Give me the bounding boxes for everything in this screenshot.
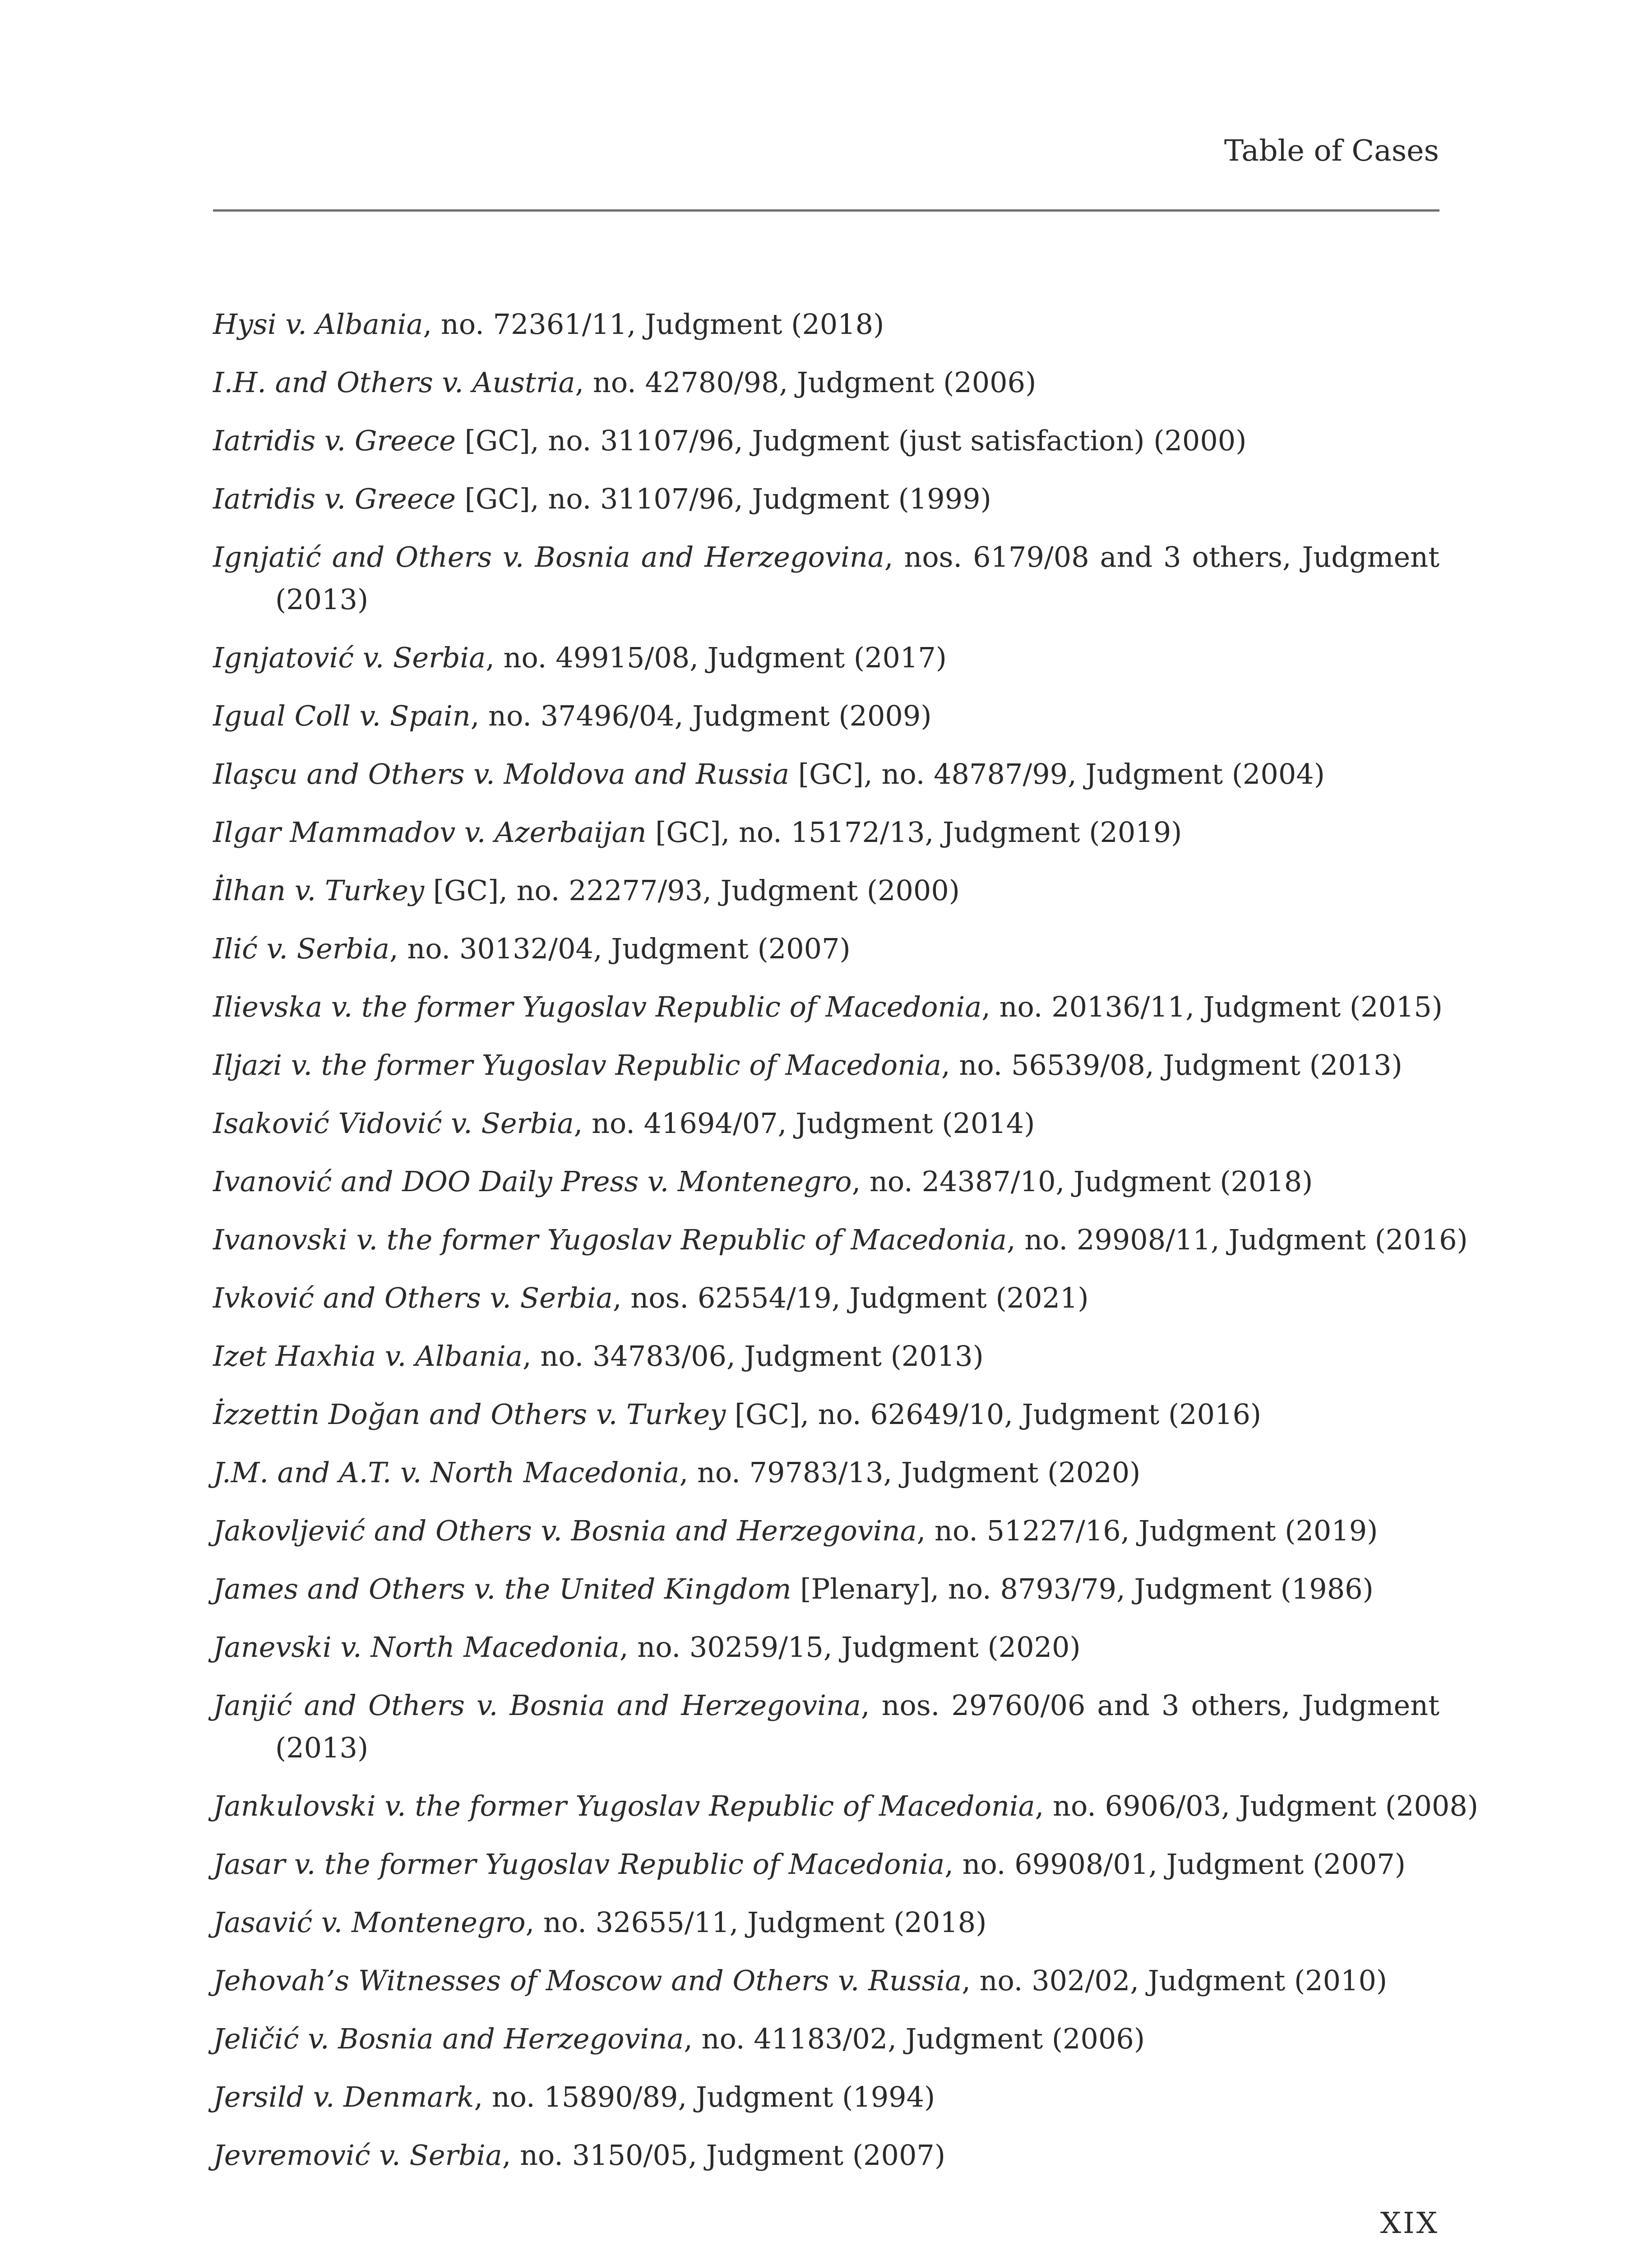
case-name: Janevski v. North Macedonia bbox=[213, 1631, 620, 1664]
case-name: İzzettin Doğan and Others v. Turkey bbox=[213, 1398, 726, 1431]
case-details: , nos. 6179/08 and 3 others, Judgment (2013) bbox=[275, 541, 1439, 616]
case-name: Ilaşcu and Others v. Moldova and Russia bbox=[213, 758, 790, 791]
case-entry bbox=[213, 695, 1439, 737]
case-name: Jevremović v. Serbia bbox=[213, 2139, 502, 2172]
case-entry bbox=[213, 1960, 1439, 2002]
case-entry bbox=[213, 2018, 1439, 2060]
case-name: İlhan v. Turkey bbox=[213, 874, 425, 907]
case-details: , no. 42780/98, Judgment (2006) bbox=[575, 366, 1037, 399]
case-entry bbox=[213, 1393, 1439, 1436]
running-head-title: Table of Cases bbox=[1224, 134, 1439, 168]
case-name: James and Others v. the United Kingdom bbox=[213, 1572, 791, 1605]
case-entry bbox=[213, 536, 1439, 621]
case-details: , no. 41183/02, Judgment (2006) bbox=[684, 2022, 1145, 2055]
case-details: , no. 32655/11, Judgment (2018) bbox=[525, 1906, 987, 1939]
case-entry bbox=[213, 420, 1439, 462]
case-name: Isaković Vidović v. Serbia bbox=[213, 1107, 574, 1140]
case-details: , no. 302/02, Judgment (2010) bbox=[962, 1964, 1388, 1997]
case-name: Ignjatić and Others v. Bosnia and Herzegovina bbox=[213, 541, 884, 573]
case-name: Iatridis v. Greece bbox=[213, 482, 456, 515]
case-entry bbox=[213, 1684, 1439, 1769]
header-divider bbox=[213, 209, 1439, 212]
case-entry bbox=[213, 1843, 1439, 1886]
case-name: Ilgar Mammadov v. Azerbaijan bbox=[213, 816, 647, 849]
case-entry bbox=[213, 753, 1439, 795]
case-details: , no. 79783/13, Judgment (2020) bbox=[679, 1456, 1141, 1489]
case-entry bbox=[213, 1160, 1439, 1203]
case-details: [GC], no. 31107/96, Judgment (just satisfaction) (2000) bbox=[455, 424, 1247, 457]
case-entry bbox=[213, 637, 1439, 679]
case-entry bbox=[213, 361, 1439, 404]
case-name: Jakovljević and Others v. Bosnia and Herzegovina bbox=[213, 1514, 917, 1547]
page-number: XIX bbox=[1380, 2206, 1439, 2240]
case-details: , no. 34783/06, Judgment (2013) bbox=[522, 1340, 984, 1373]
case-name: Ilievska v. the former Yugoslav Republic of Macedonia bbox=[213, 990, 982, 1023]
case-details: [GC], no. 48787/99, Judgment (2004) bbox=[789, 758, 1325, 791]
case-name: Ignjatović v. Serbia bbox=[213, 641, 486, 674]
case-entry bbox=[213, 1102, 1439, 1145]
case-name: Ivanović and DOO Daily Press v. Montenegro bbox=[213, 1165, 852, 1198]
case-name: J.M. and A.T. v. North Macedonia bbox=[213, 1456, 680, 1489]
case-details: , no. 37496/04, Judgment (2009) bbox=[470, 699, 932, 732]
case-details: [GC], no. 31107/96, Judgment (1999) bbox=[455, 482, 991, 515]
case-entry bbox=[213, 1510, 1439, 1552]
case-name: Izet Haxhia v. Albania bbox=[213, 1340, 523, 1373]
case-details: , no. 29908/11, Judgment (2016) bbox=[1006, 1223, 1468, 1256]
case-name: Igual Coll v. Spain bbox=[213, 699, 471, 732]
case-details: [Plenary], no. 8793/79, Judgment (1986) bbox=[791, 1572, 1374, 1605]
case-name: Hysi v. Albania bbox=[213, 308, 423, 341]
case-name: Iatridis v. Greece bbox=[213, 424, 456, 457]
case-details: , no. 72361/11, Judgment (2018) bbox=[423, 308, 884, 341]
case-entry bbox=[213, 478, 1439, 520]
case-name: Ivković and Others v. Serbia bbox=[213, 1281, 613, 1314]
case-name: Janjić and Others v. Bosnia and Herzegovina bbox=[213, 1689, 861, 1722]
case-entry bbox=[213, 1335, 1439, 1378]
case-details: , no. 56539/08, Judgment (2013) bbox=[941, 1049, 1402, 1082]
case-name: Jankulovski v. the former Yugoslav Republic of Macedonia bbox=[213, 1789, 1035, 1822]
case-name: Jeličić v. Bosnia and Herzegovina bbox=[213, 2022, 684, 2055]
case-details: , no. 3150/05, Judgment (2007) bbox=[502, 2139, 946, 2172]
case-details: , no. 24387/10, Judgment (2018) bbox=[851, 1165, 1313, 1198]
case-details: , no. 30259/15, Judgment (2020) bbox=[619, 1631, 1081, 1664]
case-name: Jersild v. Denmark bbox=[213, 2080, 474, 2113]
case-details: , nos. 29760/06 and 3 others, Judgment (2013) bbox=[275, 1689, 1439, 1764]
case-details: , no. 51227/16, Judgment (2019) bbox=[916, 1514, 1378, 1547]
case-name: Jasar v. the former Yugoslav Republic of Macedonia bbox=[213, 1848, 945, 1881]
case-details: , no. 49915/08, Judgment (2017) bbox=[486, 641, 947, 674]
case-name: Jehovah’s Witnesses of Moscow and Others v. Russia bbox=[213, 1964, 962, 1997]
case-entry bbox=[213, 2134, 1439, 2177]
case-details: [GC], no. 62649/10, Judgment (2016) bbox=[726, 1398, 1262, 1431]
case-entry bbox=[213, 303, 1439, 346]
case-details: , no. 69908/01, Judgment (2007) bbox=[944, 1848, 1406, 1881]
case-entry bbox=[213, 1219, 1468, 1261]
case-details: , no. 41694/07, Judgment (2014) bbox=[574, 1107, 1035, 1140]
case-entry bbox=[213, 1452, 1439, 1494]
case-entry bbox=[213, 1626, 1439, 1669]
case-entry bbox=[213, 928, 1439, 970]
case-details: , no. 15890/89, Judgment (1994) bbox=[474, 2080, 935, 2113]
case-details: , no. 30132/04, Judgment (2007) bbox=[389, 932, 851, 965]
case-details: [GC], no. 22277/93, Judgment (2000) bbox=[424, 874, 960, 907]
case-details: [GC], no. 15172/13, Judgment (2019) bbox=[646, 816, 1182, 849]
table-of-cases-list bbox=[213, 303, 1478, 2192]
case-entry bbox=[213, 1568, 1439, 1610]
case-name: Iljazi v. the former Yugoslav Republic of Macedonia bbox=[213, 1049, 941, 1082]
case-entry bbox=[213, 811, 1439, 854]
case-details: , no. 20136/11, Judgment (2015) bbox=[981, 990, 1443, 1023]
case-details: , nos. 62554/19, Judgment (2021) bbox=[612, 1281, 1089, 1314]
case-entry bbox=[213, 1277, 1439, 1319]
case-name: Ilić v. Serbia bbox=[213, 932, 389, 965]
case-entry bbox=[213, 1785, 1478, 1827]
case-entry bbox=[213, 2076, 1439, 2118]
case-name: I.H. and Others v. Austria bbox=[213, 366, 575, 399]
case-entry bbox=[213, 1044, 1439, 1086]
case-name: Ivanovski v. the former Yugoslav Republic of Macedonia bbox=[213, 1223, 1007, 1256]
case-entry bbox=[213, 1901, 1439, 1944]
case-entry bbox=[213, 986, 1443, 1028]
case-name: Jasavić v. Montenegro bbox=[213, 1906, 526, 1939]
case-details: , no. 6906/03, Judgment (2008) bbox=[1035, 1789, 1478, 1822]
case-entry bbox=[213, 869, 1439, 912]
